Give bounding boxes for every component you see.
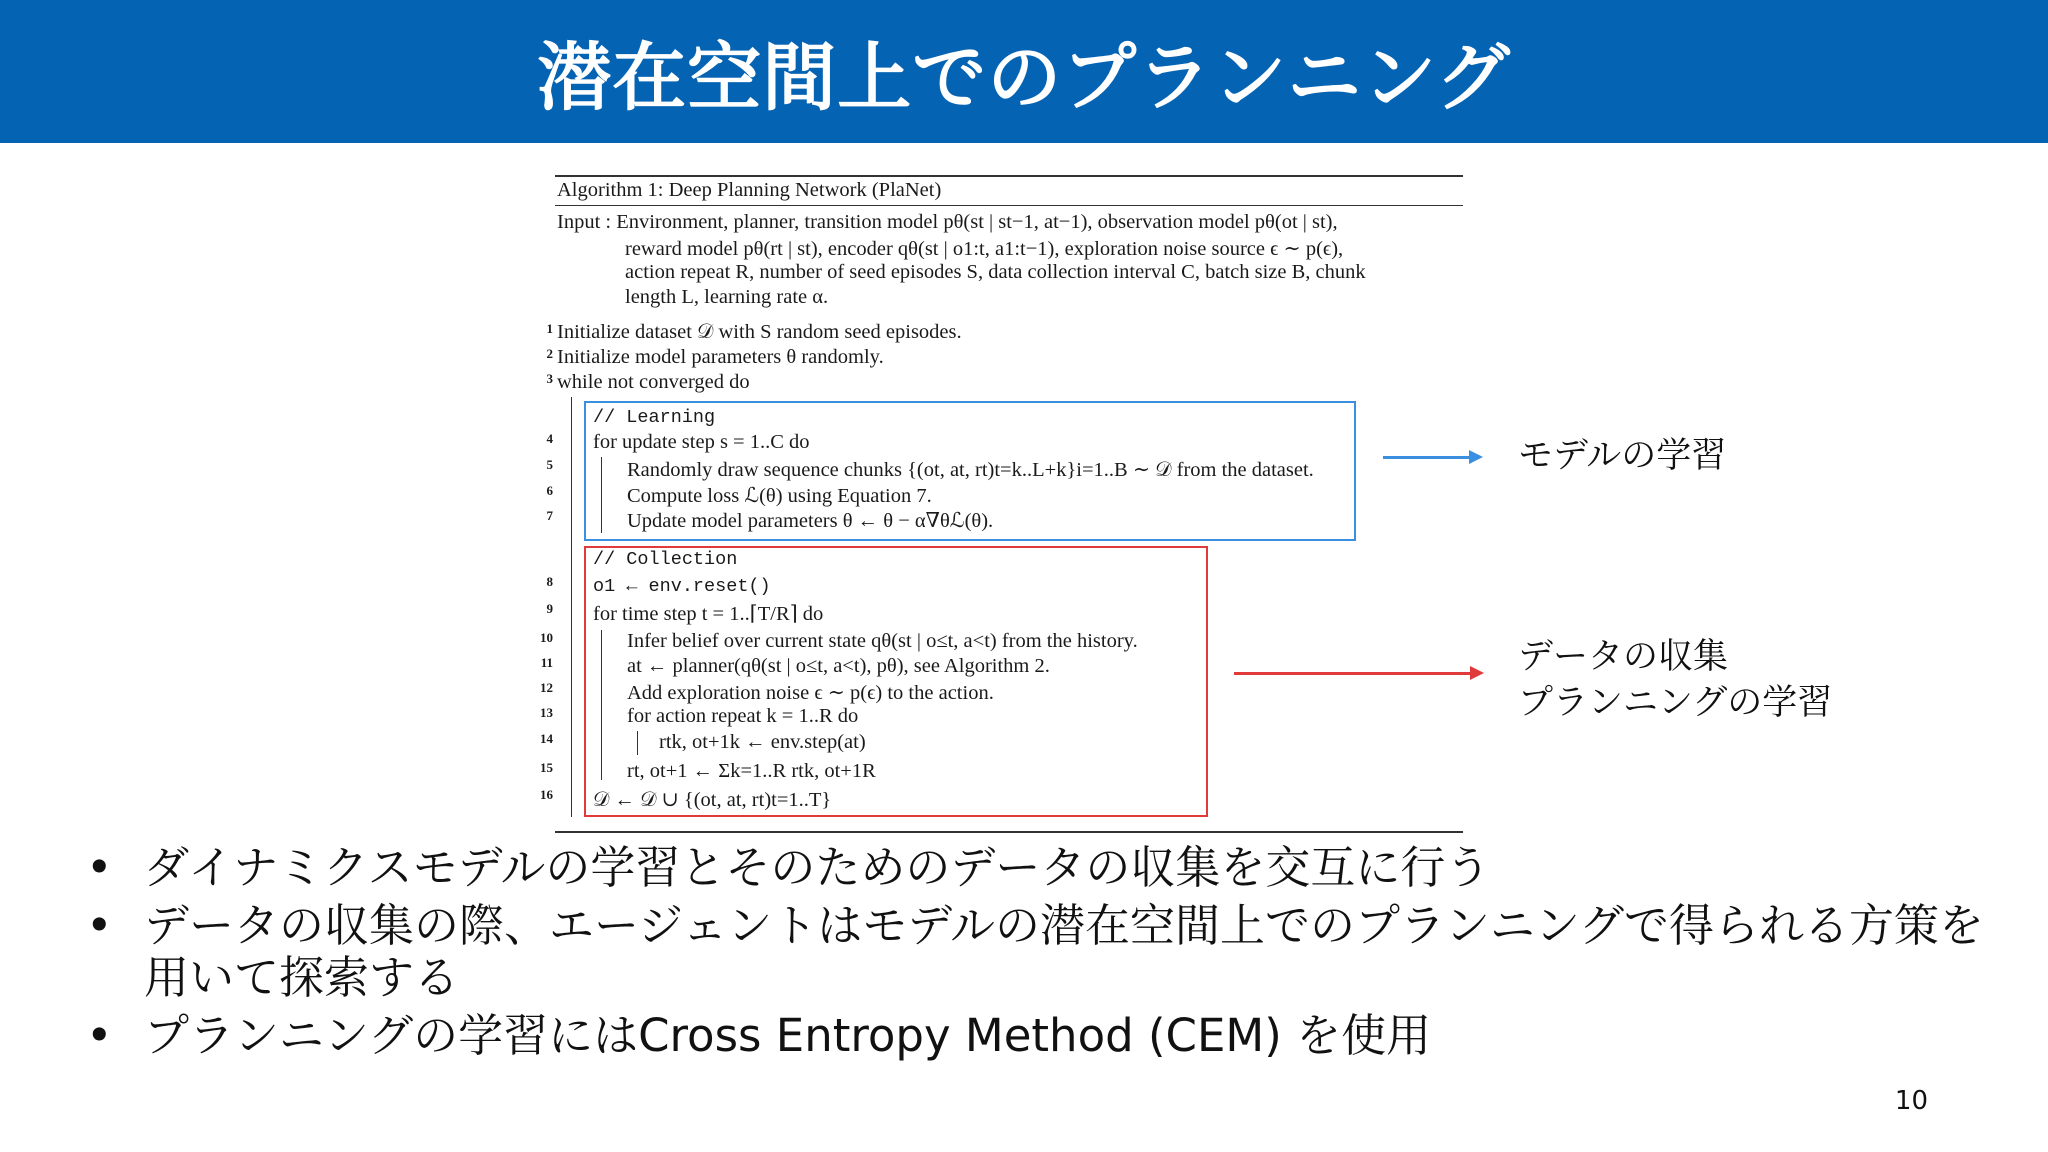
bullet-dot: • — [86, 1009, 113, 1062]
learning-arrow-head — [1469, 450, 1483, 464]
step-2: 2 Initialize model parameters θ randomly. — [546, 346, 884, 368]
while-block-bar — [571, 397, 572, 817]
bullet-list — [80, 842, 2010, 1068]
input-line-4: length L, learning rate α. — [625, 286, 829, 308]
page-number: 10 — [1894, 1086, 1928, 1116]
algorithm-figure — [540, 175, 1463, 835]
step-13: 13 for action repeat k = 1..R do — [540, 705, 859, 727]
step-7: 7 Update model parameters θ ← θ − α∇θℒ(θ). — [546, 508, 994, 532]
step-16: 16 𝒟 ← 𝒟 ∪ {(ot, at, rt)t=1..T} — [540, 787, 832, 811]
for-time-bar — [601, 630, 602, 780]
title-bar — [0, 0, 2048, 143]
step-3: 3 while not converged do — [546, 371, 750, 393]
learning-arrow — [1383, 456, 1483, 459]
learning-label: モデルの学習 — [1518, 436, 1727, 476]
bullet-item-3 — [80, 1010, 2010, 1062]
collection-label-1: データの収集 — [1518, 637, 1729, 677]
step-5: 5 Randomly draw sequence chunks {(ot, at, rt)t=k..L+k}i=1..B ∼ 𝒟 from the dataset. — [546, 457, 1314, 481]
learning-comment: // Learning — [593, 407, 716, 428]
input-line-1: Input : Environment, planner, transition model pθ(st | st−1, at−1), observation model pθ(ot | st), — [557, 211, 1338, 233]
collection-comment: // Collection — [593, 549, 738, 570]
input-line-3: action repeat R, number of seed episodes S, data collection interval C, batch size B, chunk — [625, 261, 1366, 283]
step-9: 9 for time step t = 1..⌈T/R⌉ do — [546, 601, 824, 625]
step-6: 6 Compute loss ℒ(θ) using Equation 7. — [546, 483, 932, 507]
for-update-bar — [601, 457, 602, 533]
collection-label-2: プランニングの学習 — [1518, 683, 1833, 723]
bullet-item-1 — [80, 842, 2010, 894]
learning-arrow-shaft — [1383, 456, 1471, 459]
step-12: 12 Add exploration noise ϵ ∼ p(ϵ) to the action. — [540, 680, 994, 704]
slide-title: 潜在空間上でのプランニング — [537, 34, 1511, 121]
collection-arrow — [1234, 672, 1484, 675]
bullet-text: ダイナミクスモデルの学習とそのためのデータの収集を交互に行う — [144, 841, 1491, 894]
collection-arrow-head — [1470, 666, 1484, 680]
step-8: 8 o1 ← env.reset() — [546, 574, 771, 597]
step-14: 14 rtk, ot+1k ← env.step(at) — [540, 731, 866, 753]
bullet-item-2 — [80, 900, 2010, 1004]
algorithm-header: Algorithm 1: Deep Planning Network (PlaNet) — [557, 179, 942, 201]
collection-arrow-shaft — [1234, 672, 1472, 675]
top-rule — [555, 175, 1463, 177]
input-line-2: reward model pθ(rt | st), encoder qθ(st | o1:t, a1:t−1), exploration noise source ϵ ∼ p(ϵ), — [625, 238, 1344, 260]
bullet-text: データの収集の際、エージェントはモデルの潜在空間上でのプランニングで得られる方策を用いて探索する — [144, 899, 1985, 1004]
step-15: 15 rt, ot+1 ← Σk=1..R rtk, ot+1R — [540, 760, 876, 782]
step-1: 1 Initialize dataset 𝒟 with S random seed episodes. — [546, 321, 962, 343]
bullet-dot: • — [86, 841, 113, 894]
step-4: 4 for update step s = 1..C do — [546, 431, 810, 453]
bullet-text: プランニングの学習にはCross Entropy Method (CEM) を使用 — [144, 1009, 1432, 1062]
step-10: 10 Infer belief over current state qθ(st | o≤t, a<t) from the history. — [540, 630, 1138, 652]
header-rule — [555, 205, 1463, 206]
bottom-rule — [555, 831, 1463, 833]
step-11: 11 at ← planner(qθ(st | o≤t, a<t), pθ), see Algorithm 2. — [540, 655, 1050, 677]
bullet-dot: • — [86, 899, 113, 952]
for-action-bar — [637, 731, 638, 755]
